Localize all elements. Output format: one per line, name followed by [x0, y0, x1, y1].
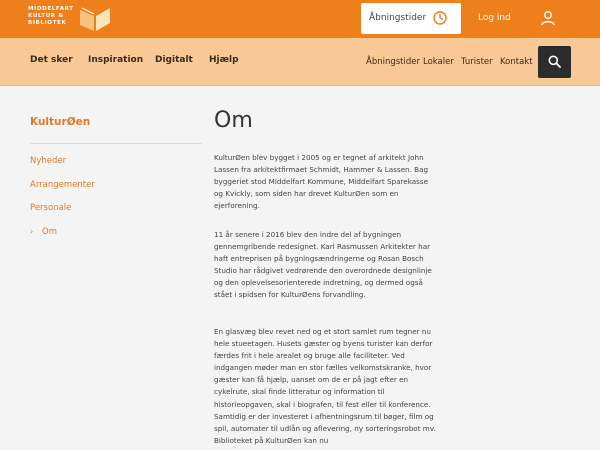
sidebar-item-om[interactable]	[30, 227, 57, 237]
sidebar-divider	[30, 143, 202, 144]
book-logo-icon	[78, 6, 112, 32]
page-title: Om	[214, 108, 253, 133]
main-navigation	[0, 38, 600, 86]
top-bar	[0, 0, 600, 38]
body-paragraph-2: 11 år senere i 2016 blev den indre del af bygningen gennemgribende redesignet. Karl Rasmussen Arkitekter har haft entreprisen på bygningsændringerne og Rosan Bosch Studio har rådgivet vedrørende den overordnede designlinje og den oplevelsesorienterede indretning, og dermed også stået i spidsen for KulturØens forvandling.	[214, 230, 432, 300]
user-icon[interactable]	[540, 10, 556, 26]
sidebar-item-label: Om	[42, 227, 57, 237]
chevron-right-icon: ›	[30, 227, 34, 236]
sidebar-item-personale[interactable]: Personale	[30, 203, 72, 213]
opening-hours-label: Åbningstider	[369, 13, 427, 23]
clock-icon	[433, 11, 447, 25]
nav-item-det-sker[interactable]: Det sker	[30, 55, 73, 65]
logo-line-2: KULTUR &	[28, 13, 64, 19]
nav-item-kontakt[interactable]: Kontakt	[500, 57, 533, 67]
nav-item-inspiration[interactable]: Inspiration	[88, 55, 144, 65]
body-paragraph-1: KulturØen blev bygget i 2005 og er tegnet af arkitekt John Lassen fra arkitektfirmaet Schmidt, Hammer & Lassen. Bag byggeriet stod Middelfart Kommune, Middelfart Sparekasse og Kvickly, som siden har drevet KulturØen som en ejerforening.	[214, 153, 429, 211]
body-paragraph-3: En glasvæg blev revet ned og et stort samlet rum tegner nu hele stueetagen. Husets gæster og byens turister kan derfor færdes frit i hele arealet og bruge alle faciliteter. Ved indgangen møder man en stor fælles velkomstskranke, hvor gæster kan få hjælp, uanset om de er på jagt efter en cykelrute, skal finde litteratur og information til historieopgaven, skal i biografen, til fest eller til konference. Samtidig er der investeret i afhentningsrum til bøger, film og spil, automater til udlån og aflevering, ny sorteringsrobot mv. Biblioteket på KulturØen kan nu	[214, 327, 436, 445]
nav-item-lokaler[interactable]: Lokaler	[423, 57, 454, 67]
sidebar-item-nyheder[interactable]: Nyheder	[30, 156, 67, 166]
sidebar-title[interactable]: KulturØen	[30, 116, 91, 128]
nav-item-hjaelp[interactable]: Hjælp	[209, 55, 239, 65]
sidebar-item-arrangementer[interactable]: Arrangementer	[30, 180, 95, 190]
logo-text	[28, 6, 76, 27]
search-icon	[548, 55, 561, 68]
logo-line-1: MIDDELFART	[28, 6, 74, 12]
nav-item-digitalt[interactable]: Digitalt	[155, 55, 193, 65]
nav-item-abningstider[interactable]: Åbningstider	[366, 57, 420, 67]
logo[interactable]	[28, 6, 118, 32]
search-button[interactable]	[538, 46, 571, 78]
nav-item-turister[interactable]: Turister	[461, 57, 493, 67]
opening-hours-button[interactable]	[361, 3, 461, 34]
login-link[interactable]: Log ind	[478, 13, 511, 23]
logo-line-3: BIBLIOTEK	[28, 20, 67, 26]
